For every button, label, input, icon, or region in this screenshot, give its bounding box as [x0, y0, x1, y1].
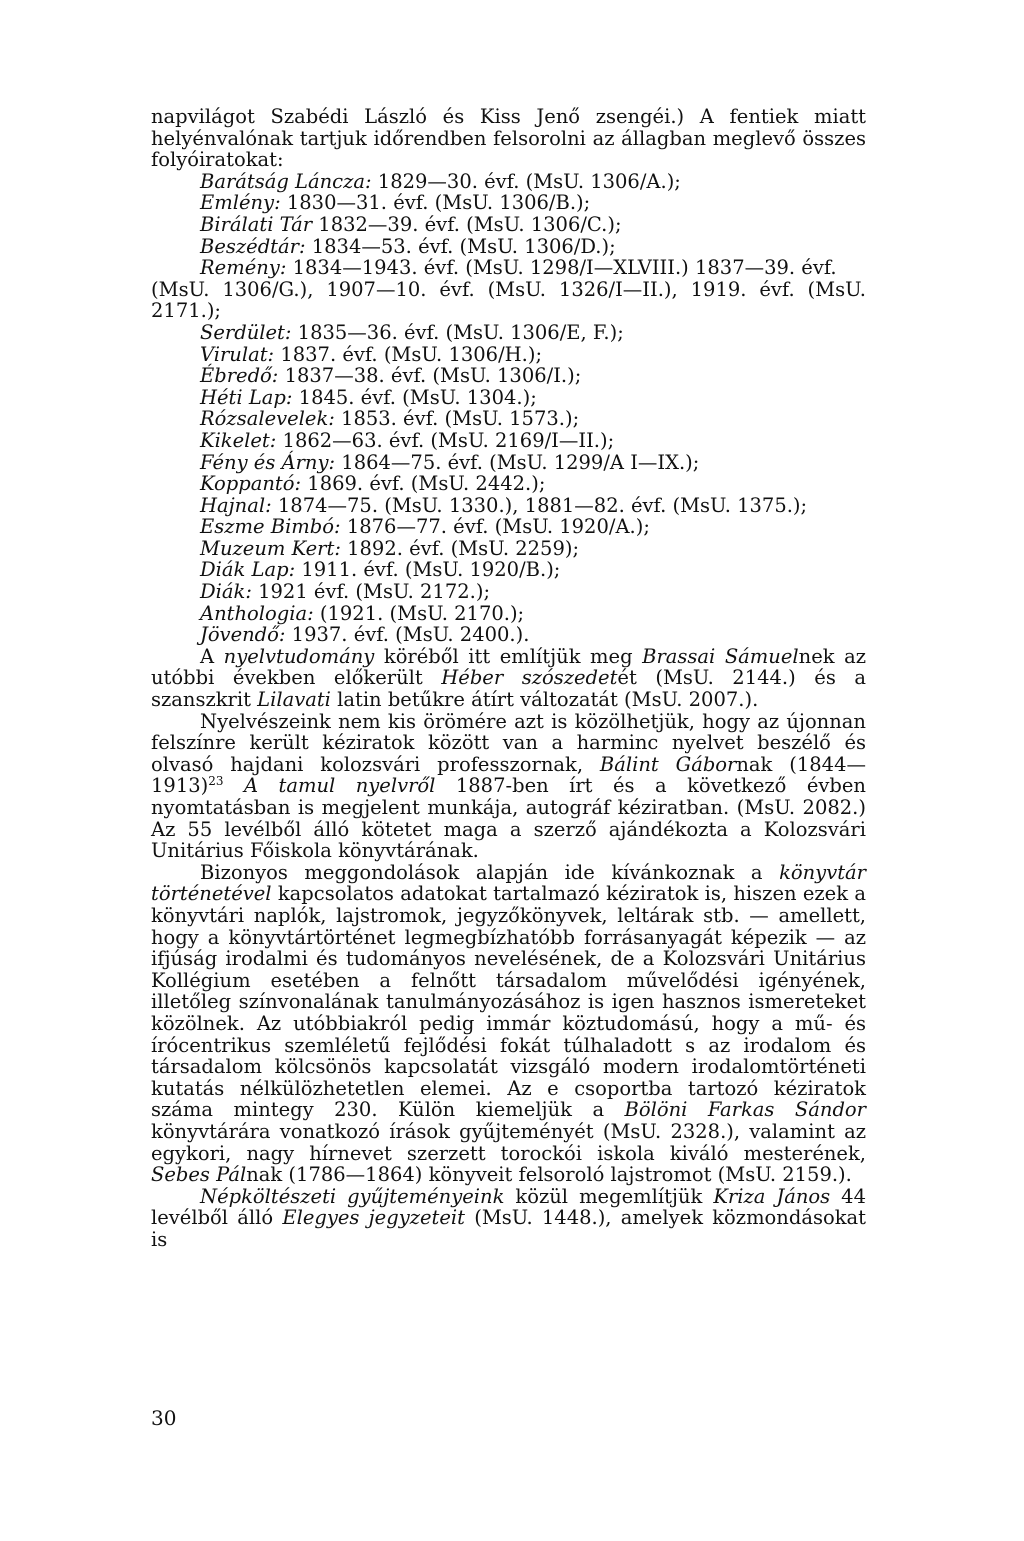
periodical-details: 1911. évf. (MsU. 1920/B.);	[301, 558, 561, 582]
periodical-entry	[151, 408, 866, 430]
text-run: 1887-ben írt és a következő évben nyomtatásban is megjelent munkája, autográf kéziratban. (MsU. 2082.) Az 55 levélből álló kötetet maga a szerző ajándékozta a Kolozsvári Unitárius Főiskola könyvtárának.	[151, 774, 866, 863]
periodical-details: 1837. évf. (MsU. 1306/H.);	[280, 342, 543, 366]
periodical-entry	[151, 516, 866, 538]
text-run: nek az utóbbi években előkerült	[151, 644, 867, 690]
periodical-details: 1845. évf. (MsU. 1304.);	[298, 385, 537, 409]
text-run: nak (1786—1864) könyveit felsoroló lajstromot (MsU. 2159.).	[246, 1163, 852, 1187]
text-block	[151, 106, 866, 1250]
periodical-details: 1892. évf. (MsU. 2259);	[347, 536, 580, 560]
text-run: könyvtárára vonatkozó írások gyűjteményét (MsU. 2328.), valamint az egykori, nagy hírnevet szerzett torockói iskola kiváló mesterének,	[151, 1119, 866, 1165]
text-run: Nyelvészeink nem kis örömére azt is közölhetjük, hogy az újonnan felszínre került kéziratok között van a harminc nyelvet beszélő és olvasó hajdani kolozsvári professzornak,	[151, 709, 866, 776]
periodical-details: 1862—63. évf. (MsU. 2169/I—II.);	[282, 428, 615, 452]
periodical-details: 1832—39. évf. (MsU. 1306/C.);	[318, 212, 622, 236]
footnote-ref: 23	[208, 774, 224, 789]
periodical-details: 1921 évf. (MsU. 2172.);	[258, 580, 491, 604]
periodical-entry	[151, 387, 866, 409]
periodical-title: Rózsalevelek:	[200, 407, 335, 431]
periodical-entry	[151, 192, 866, 214]
periodical-title: Jövendő:	[200, 623, 286, 647]
periodical-entry	[151, 257, 866, 322]
periodical-entry	[151, 365, 866, 387]
periodical-details: 1876—77. évf. (MsU. 1920/A.);	[346, 515, 650, 539]
italic-run: Elegyes jegyzeteit	[282, 1206, 465, 1230]
italic-run: nyelvtudomány	[223, 644, 375, 668]
paragraph-folk-poetry	[151, 1186, 866, 1251]
text-run: (MsU. 1448.), amelyek közmondásokat is	[151, 1206, 866, 1251]
italic-run: Lilavati	[257, 688, 331, 712]
periodical-title: Diák:	[200, 580, 252, 604]
periodical-title: Beszédtár:	[200, 234, 306, 258]
periodicals-list	[151, 171, 866, 646]
text-run: A	[200, 644, 224, 668]
periodical-details: 1937. évf. (MsU. 2400.).	[291, 623, 530, 647]
periodical-title: Remény:	[200, 256, 287, 280]
paragraph-library-history	[151, 862, 866, 1186]
periodical-details: 1837—38. évf. (MsU. 1306/I.);	[284, 364, 582, 388]
periodical-entry	[151, 322, 866, 344]
periodical-title: Héti Lap:	[200, 385, 293, 409]
paragraph-tamil	[151, 711, 866, 862]
italic-run: Bölöni Farkas Sándor	[624, 1098, 866, 1122]
periodical-title: Barátság Láncza:	[200, 169, 372, 193]
periodical-entry	[151, 473, 866, 495]
italic-run: könyvtár történetével	[151, 860, 866, 906]
periodical-entry	[151, 236, 866, 258]
periodical-title: Diák Lap:	[200, 558, 296, 582]
periodical-entry	[151, 581, 866, 603]
periodical-title: Hajnal:	[200, 493, 272, 517]
periodical-details: 1864—75. évf. (MsU. 1299/A I—IX.);	[341, 450, 700, 474]
periodical-entry	[151, 430, 866, 452]
italic-run: Népköltészeti gyűjteményeink	[200, 1184, 505, 1208]
periodical-title: Anthologia:	[200, 601, 314, 625]
text-run: kapcsolatos adatokat tartalmazó kéziratok is, hiszen ezek a könyvtári naplók, lajstromok, jegyzőkönyvek, leltárak stb. — amellett, hogy a könyvtártörténet legmegbízhatóbb forrásanyagát képezik — az ifjúság irodalmi és tudományos nevelésének, de a Kolozsvári Unitárius Kollégium esetében a felnőtt társadalom művelődési igényének, illetőleg színvonalának tanulmányozásához is igen hasznos ismereteket közölnek. Az utóbbiakról pedig immár köztudomású, hogy a mű- és írócentrikus szemléletű fejlődési fokát túlhaladott s az irodalom és társadalom kölcsönös kapcsolatát vizsgáló modern irodalomtörténeti kutatás nélkülözhetetlen elemei. Az e csoportba tartozó kéziratok száma mintegy 230. Külön kiemeljük a	[151, 882, 866, 1122]
periodical-title: Ébredő:	[200, 364, 279, 388]
periodical-details: 1834—53. évf. (MsU. 1306/D.);	[311, 234, 616, 258]
periodical-title: Eszme Bimbó:	[200, 515, 341, 539]
intro-paragraph: napvilágot Szabédi László és Kiss Jenő zsengéi.) A fentiek miatt helyénvalónak tartjuk időrendben felsorolni az állagban meglevő összes folyóiratokat:	[151, 105, 866, 172]
periodical-title: Serdület:	[200, 320, 292, 344]
text-run: közül megemlítjük	[504, 1184, 714, 1208]
italic-run: Kriza János	[713, 1184, 831, 1208]
periodical-details: 1830—31. évf. (MsU. 1306/B.);	[286, 191, 591, 215]
italic-run: Héber szószedet	[441, 666, 618, 690]
periodical-details: 1874—75. (MsU. 1330.), 1881—82. évf. (MsU. 1375.);	[277, 493, 808, 517]
periodical-entry	[151, 538, 866, 560]
periodical-details: 1834—1943. évf. (MsU. 1298/I—XLVIII.) 1837—39. évf.	[292, 256, 837, 280]
periodical-entry	[151, 171, 866, 193]
periodical-title: Muzeum Kert:	[200, 536, 341, 560]
periodical-details: 1853. évf. (MsU. 1573.);	[341, 407, 580, 431]
text-run: Bizonyos meggondolások alapján ide kívánkoznak a	[200, 860, 780, 884]
italic-run: A tamul nyelvről	[243, 774, 436, 798]
paragraph-linguistics	[151, 646, 866, 711]
periodical-details: 1869. évf. (MsU. 2442.);	[307, 472, 546, 496]
text-run: ét (MsU. 2144.) és a szanszkrit	[151, 666, 866, 712]
periodical-title: Kikelet:	[200, 428, 277, 452]
periodical-entry	[151, 344, 866, 366]
text-run: 44 levélből álló	[151, 1184, 866, 1230]
text-run: köréből itt említjük meg	[374, 644, 643, 668]
text-run: latin betűkre átírt változatát (MsU. 2007.).	[330, 688, 759, 712]
periodical-entry	[151, 603, 866, 625]
italic-run: Sebes Pál	[151, 1163, 247, 1187]
periodical-details: 1835—36. évf. (MsU. 1306/E, F.);	[297, 320, 624, 344]
periodical-title: Emlény:	[200, 191, 281, 215]
periodical-title: Birálati Tár	[200, 212, 313, 236]
periodical-entry	[151, 495, 866, 517]
periodical-details: (1921. (MsU. 2170.);	[319, 601, 525, 625]
periodical-title: Fény és Árny:	[200, 450, 336, 474]
periodical-entry	[151, 214, 866, 236]
italic-run: Brassai Sámuel	[642, 644, 799, 668]
text-run	[224, 774, 244, 797]
text-run: nak (1844—1913)	[151, 752, 866, 798]
periodical-title: Virulat:	[200, 342, 275, 366]
italic-run: Bálint Gábor	[599, 752, 737, 776]
periodical-entry	[151, 452, 866, 474]
page-number: 30	[151, 1406, 177, 1430]
periodical-continuation: (MsU. 1306/G.), 1907—10. évf. (MsU. 1326/I—II.), 1919. évf. (MsU. 2171.);	[151, 277, 866, 323]
periodical-entry	[151, 624, 866, 646]
periodical-details: 1829—30. évf. (MsU. 1306/A.);	[377, 169, 681, 193]
periodical-title: Koppantó:	[200, 472, 302, 496]
periodical-entry	[151, 559, 866, 581]
